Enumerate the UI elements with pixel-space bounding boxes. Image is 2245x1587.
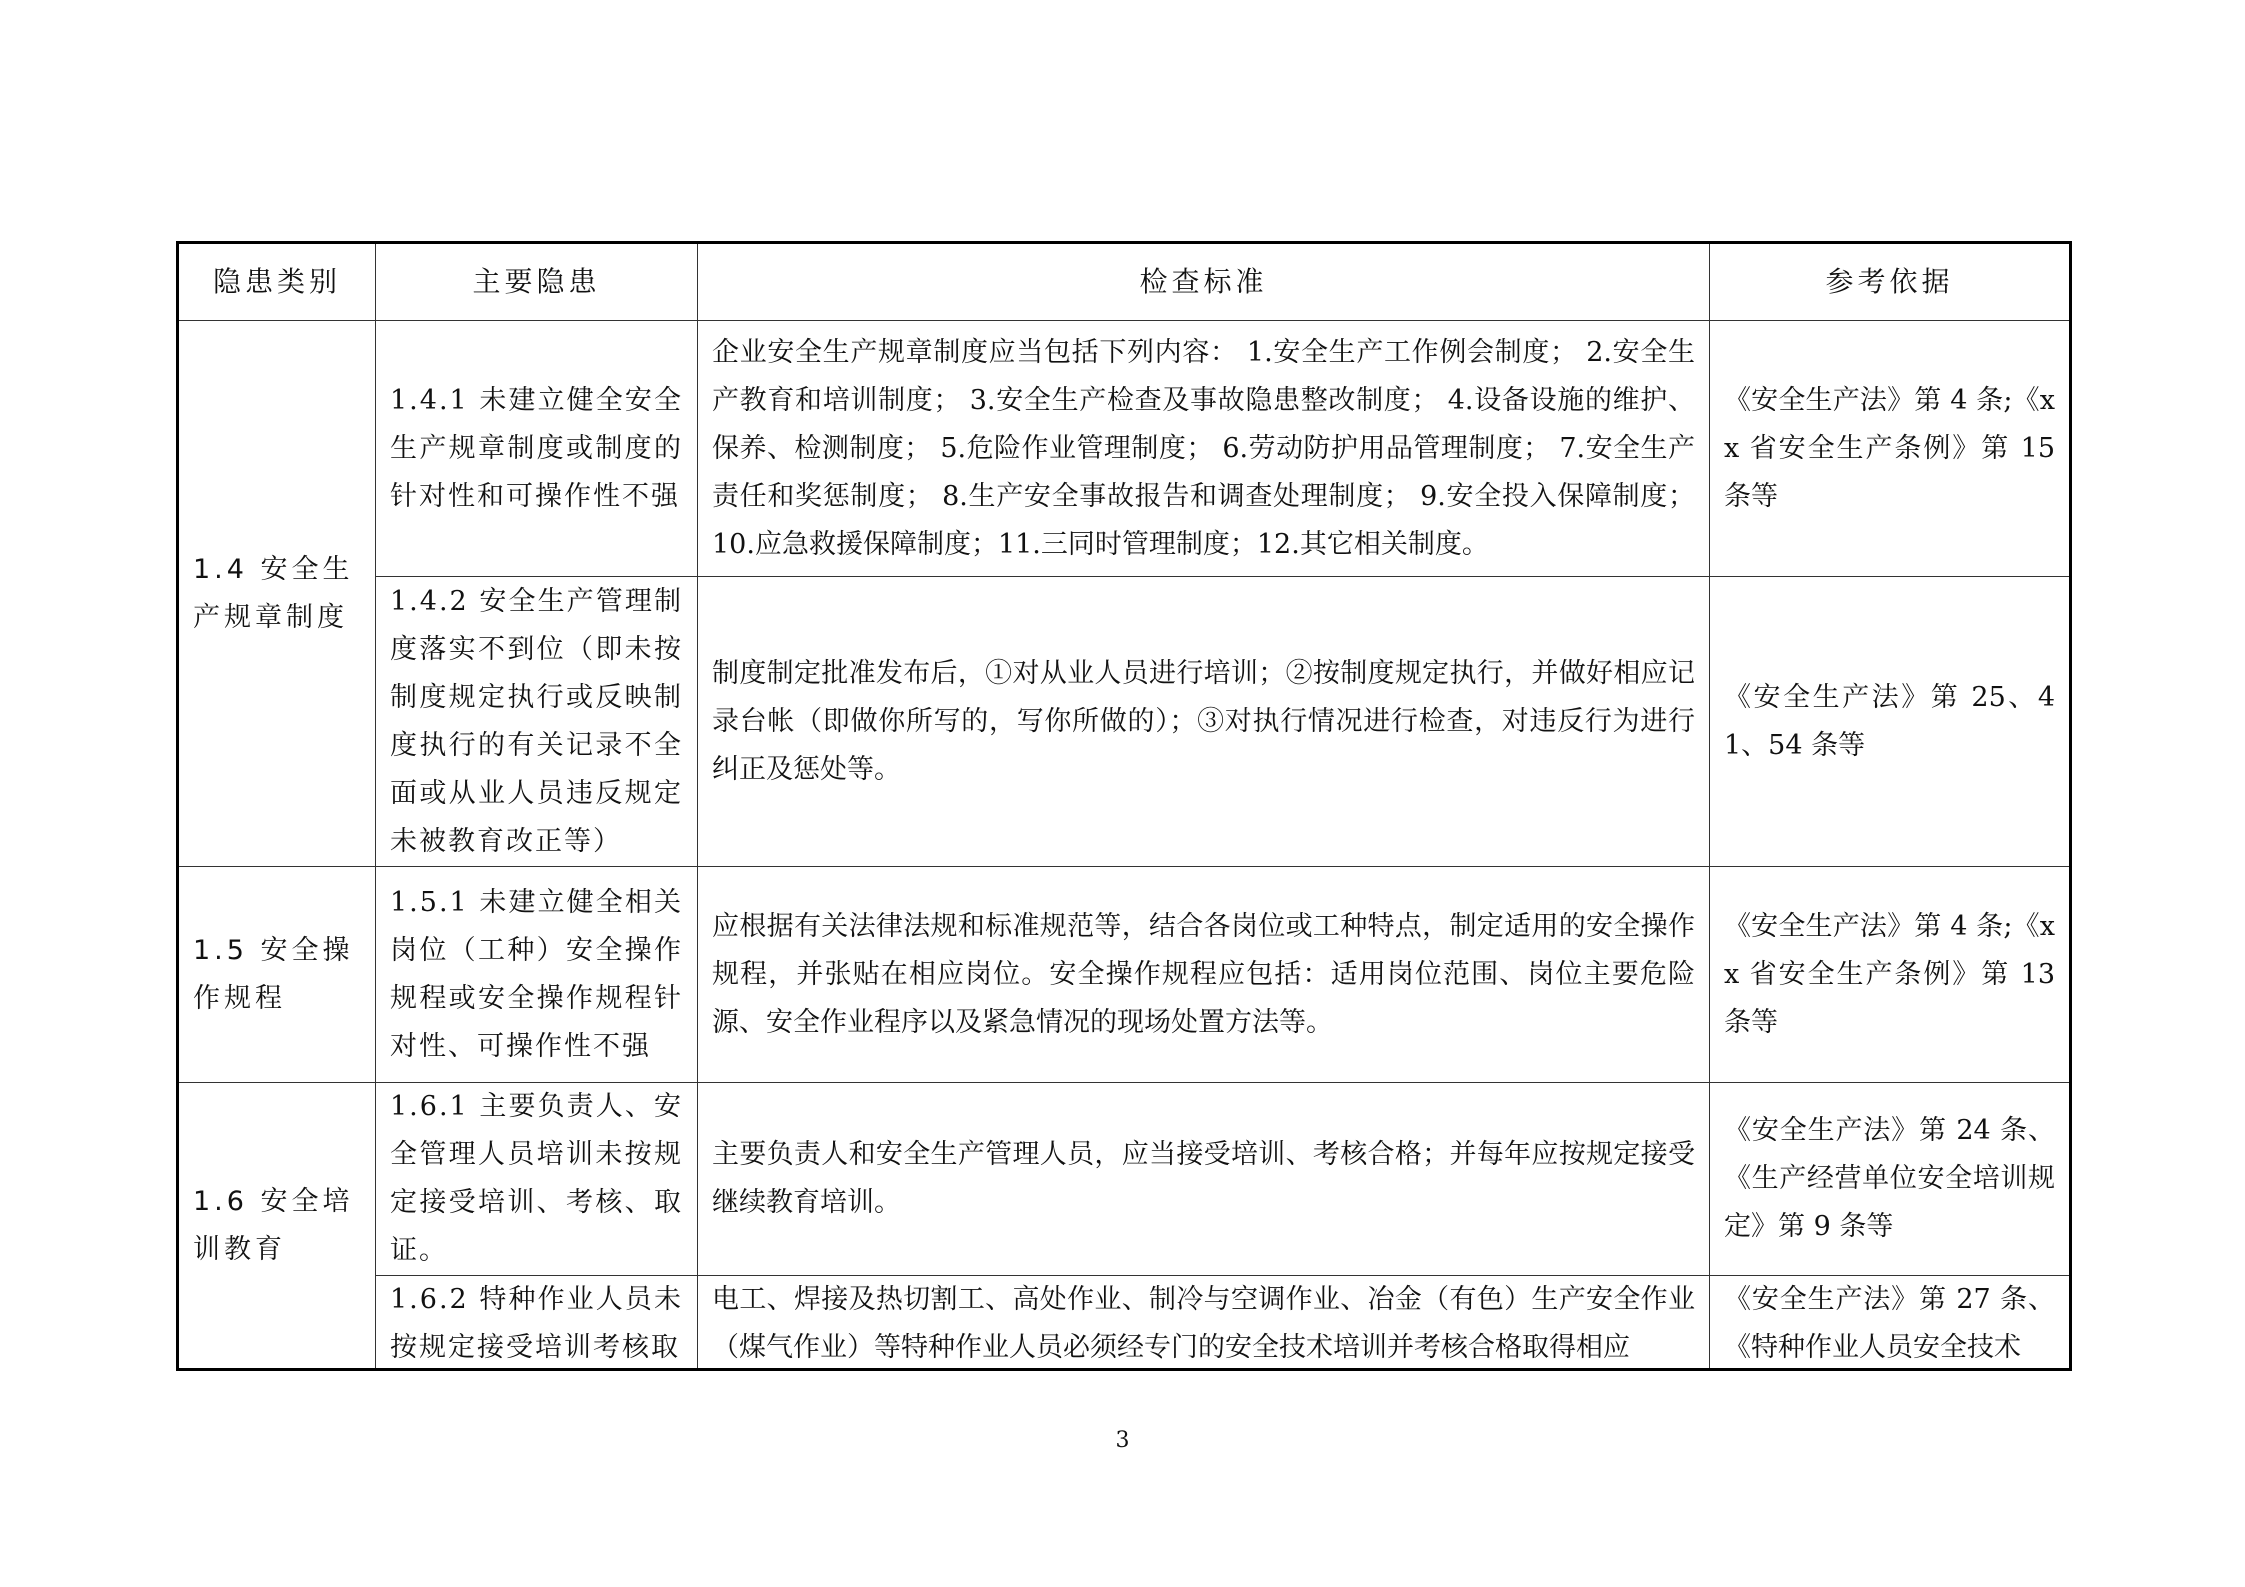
header-category: 隐患类别 [178, 243, 376, 321]
table-row [178, 1083, 2071, 1276]
table-row [178, 577, 2071, 867]
hazard-cell [376, 1276, 698, 1370]
standard-cell: 制度制定批准发布后，①对从业人员进行培训；②按制度规定执行，并做好相应记录台帐（即做你所写的，写你所做的）；③对执行情况进行检查，对违反行为进行纠正及惩处等。 [698, 577, 1710, 867]
hazard-cell-text: 1.6.2 特种作业人员未按规定接受培训考核取 [390, 1284, 683, 1363]
page-number: 3 [1115, 1428, 1130, 1453]
basis-cell: 《安全生产法》第 25、41、54 条等 [1710, 577, 2071, 867]
category-cell: 1.5 安全操作规程 [178, 867, 376, 1083]
basis-cell-text: 《安全生产法》第 27 条、《特种作业人员安全技术 [1724, 1284, 2055, 1363]
standard-cell: 应根据有关法律法规和标准规范等，结合各岗位或工种特点，制定适用的安全操作规程，并张贴在相应岗位。安全操作规程应包括：适用岗位范围、岗位主要危险源、安全作业程序以及紧急情况的现场处置方法等。 [698, 867, 1710, 1083]
hazard-inspection-table [176, 241, 2072, 1371]
standard-cell [698, 1276, 1710, 1370]
basis-cell [1710, 1276, 2071, 1370]
hazard-cell: 1.4.2 安全生产管理制度落实不到位（即未按制度规定执行或反映制度执行的有关记录不全面或从业人员违反规定未被教育改正等） [376, 577, 698, 867]
standard-cell: 企业安全生产规章制度应当包括下列内容： 1.安全生产工作例会制度； 2.安全生产教育和培训制度； 3.安全生产检查及事故隐患整改制度； 4.设备设施的维护、保养、检测制度； 5.危险作业管理制度； 6.劳动防护用品管理制度； 7.安全生产责任和奖惩制度； 8.生产安全事故报告和调查处理制度； 9.安全投入保障制度； 10.应急救援保障制度；11.三同时管理制度；12.其它相关制度。 [698, 321, 1710, 577]
category-cell: 1.6 安全培训教育 [178, 1083, 376, 1370]
basis-cell: 《安全生产法》第 4 条;《xx 省安全生产条例》第 13 条等 [1710, 867, 2071, 1083]
basis-cell: 《安全生产法》第 24 条、《生产经营单位安全培训规定》第 9 条等 [1710, 1083, 2071, 1276]
header-hazard: 主要隐患 [376, 243, 698, 321]
header-basis: 参考依据 [1710, 243, 2071, 321]
standard-cell: 主要负责人和安全生产管理人员，应当接受培训、考核合格；并每年应按规定接受继续教育培训。 [698, 1083, 1710, 1276]
table-header-row [178, 243, 2071, 321]
hazard-cell: 1.6.1 主要负责人、安全管理人员培训未按规定接受培训、考核、取证。 [376, 1083, 698, 1276]
header-standard: 检查标准 [698, 243, 1710, 321]
table-row [178, 1276, 2071, 1370]
category-cell: 1.4 安全生产规章制度 [178, 321, 376, 867]
hazard-cell: 1.5.1 未建立健全相关岗位（工种）安全操作规程或安全操作规程针对性、可操作性不强 [376, 867, 698, 1083]
table-row [178, 321, 2071, 577]
basis-cell: 《安全生产法》第 4 条;《xx 省安全生产条例》第 15 条等 [1710, 321, 2071, 577]
hazard-cell: 1.4.1 未建立健全安全生产规章制度或制度的针对性和可操作性不强 [376, 321, 698, 577]
standard-cell-text: 电工、焊接及热切割工、高处作业、制冷与空调作业、冶金（有色）生产安全作业（煤气作业）等特种作业人员必须经专门的安全技术培训并考核合格取得相应 [712, 1284, 1695, 1363]
table-row [178, 867, 2071, 1083]
